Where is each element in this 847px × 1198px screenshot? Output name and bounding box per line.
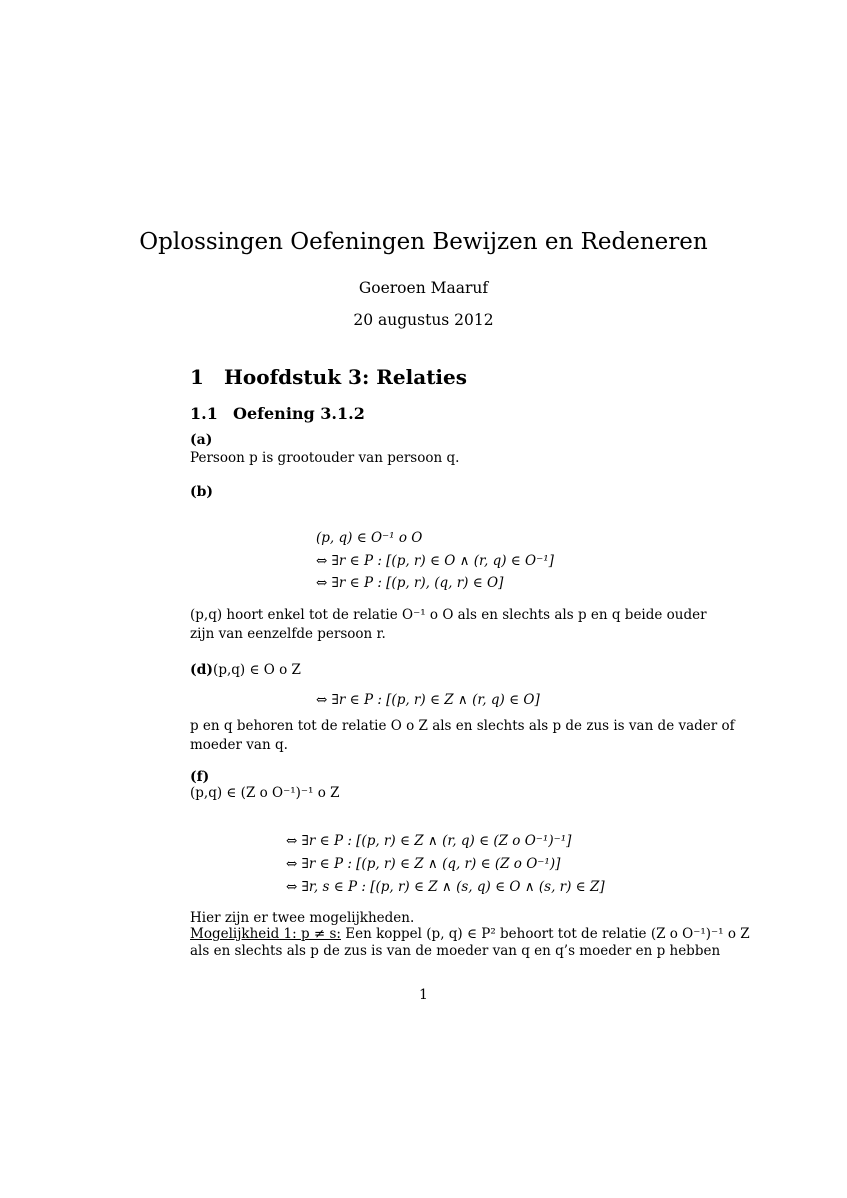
part-f-text-line-3: als en slechts als p de zus is van de moeder van q en q’s moeder en p hebben xyxy=(190,943,721,959)
part-d-equation-1: ⇔ ∃r ∈ P : [(p, r) ∈ Z ∧ (r, q) ∈ O] xyxy=(316,692,540,708)
part-b-text-line-2: zijn van eenzelfde persoon r. xyxy=(190,626,386,642)
part-b-equation-2: ⇔ ∃r ∈ P : [(p, r) ∈ O ∧ (r, q) ∈ O⁻¹] xyxy=(316,553,554,569)
page-number: 1 xyxy=(419,987,428,1003)
subsection-heading xyxy=(190,404,365,423)
part-f-text-line-2 xyxy=(190,926,750,942)
section-heading xyxy=(190,365,467,389)
document-date: 20 augustus 2012 xyxy=(353,311,494,329)
part-d-header xyxy=(190,659,301,678)
possibility-1-text: Een koppel (p, q) ∈ P² behoort tot de relatie (Z o O⁻¹)⁻¹ o Z xyxy=(340,926,750,942)
section-number: 1 xyxy=(190,365,204,389)
part-f-inline: (p,q) ∈ (Z o O⁻¹)⁻¹ o Z xyxy=(190,785,340,801)
part-d-text-line-2: moeder van q. xyxy=(190,737,288,753)
part-d-label: (d) xyxy=(190,662,214,678)
subsection-title: Oefening 3.1.2 xyxy=(233,404,365,423)
possibility-1-label: Mogelijkheid 1: p ≠ s: xyxy=(190,926,341,942)
part-a-text: Persoon p is grootouder van persoon q. xyxy=(190,450,460,466)
part-b-equation-1: (p, q) ∈ O⁻¹ o O xyxy=(316,530,423,546)
part-b-label: (b) xyxy=(190,484,214,500)
part-f-equation-3: ⇔ ∃r, s ∈ P : [(p, r) ∈ Z ∧ (s, q) ∈ O ∧ (s, r) ∈ Z] xyxy=(286,879,605,895)
part-f-equation-1: ⇔ ∃r ∈ P : [(p, r) ∈ Z ∧ (r, q) ∈ (Z o O⁻¹)⁻¹] xyxy=(286,833,572,849)
section-title: Hoofdstuk 3: Relaties xyxy=(224,365,468,389)
part-d-inline: (p,q) ∈ O o Z xyxy=(213,662,301,678)
document-title: Oplossingen Oefeningen Bewijzen en Redeneren xyxy=(139,229,708,255)
document-author: Goeroen Maaruf xyxy=(358,279,489,297)
part-a-label: (a) xyxy=(190,432,213,448)
subsection-number: 1.1 xyxy=(190,404,218,423)
part-b-text-line-1: (p,q) hoort enkel tot de relatie O⁻¹ o O als en slechts als p en q beide ouder xyxy=(190,607,707,623)
part-f-equation-2: ⇔ ∃r ∈ P : [(p, r) ∈ Z ∧ (q, r) ∈ (Z o O⁻¹)] xyxy=(286,856,561,872)
part-b-equation-3: ⇔ ∃r ∈ P : [(p, r), (q, r) ∈ O] xyxy=(316,575,504,591)
part-f-text-line-1: Hier zijn er twee mogelijkheden. xyxy=(190,910,415,926)
part-f-label: (f) xyxy=(190,769,210,785)
part-d-text-line-1: p en q behoren tot de relatie O o Z als en slechts als p de zus is van de vader of xyxy=(190,718,735,734)
